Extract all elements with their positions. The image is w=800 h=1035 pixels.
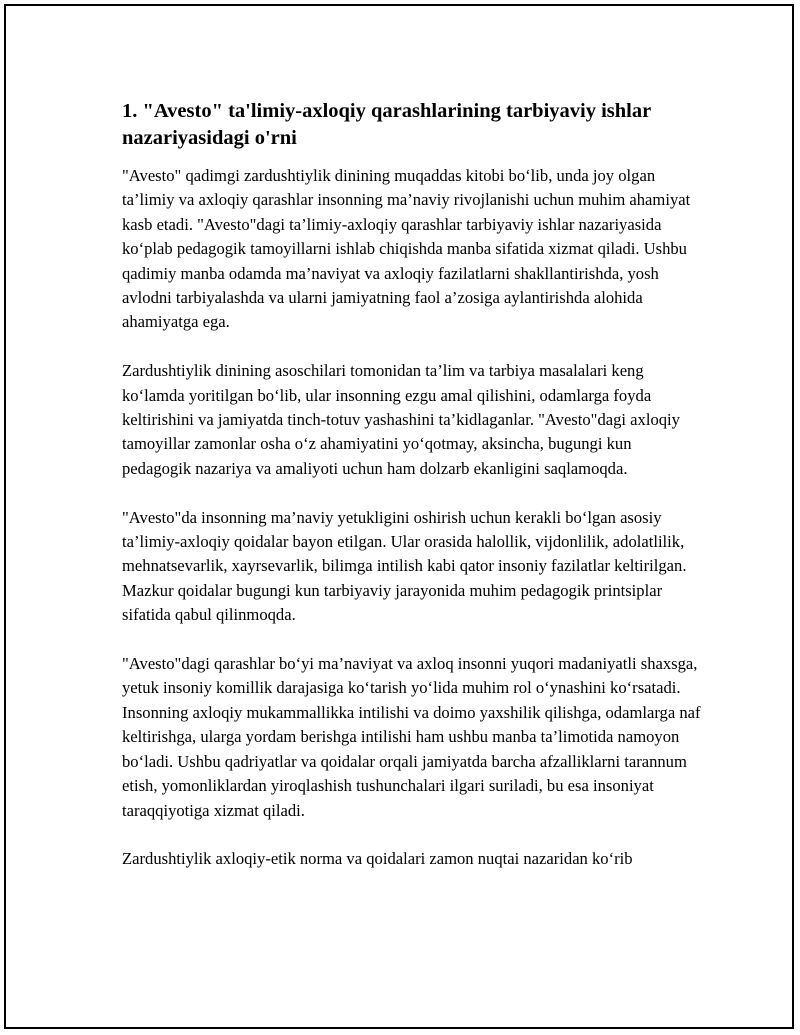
paragraph-1: "Avesto" qadimgi zardushtiylik dinining muqaddas kitobi bo‘lib, unda joy olgan ta’limiy va axloqiy qarashlar insonning ma’naviy rivojlanishi uchun muhim ahamiyat kasb etadi. "Avesto"dagi ta’limiy-axloqiy qarashlar tarbiyaviy ishlar nazariyasida ko‘plab pedagogik tamoyillarni ishlab chiqishda manba sifatida xizmat qiladi. Ushbu qadimiy manba odamda ma’naviyat va axloqiy fazilatlarni shakllantirishda, yosh avlodni tarbiyalashda va ularni jamiyatning faol a’zosiga aylantirishda alohida ahamiyatga ega. — [122, 166, 691, 332]
paragraph-5: Zardushtiylik axloqiy-etik norma va qoidalari zamon nuqtai nazaridan ko‘rib — [122, 849, 633, 869]
page-frame — [4, 4, 794, 1029]
paragraph-3: "Avesto"da insonning ma’naviy yetukligini oshirish uchun kerakli bo‘lgan asosiy ta’limiy-axloqiy qoidalar bayon etilgan. Ular orasida halollik, vijdonlilik, adolatlilik, mehnatsevarlik, xayrsevarlik, bilimga intilish kabi qator insoniy fazilatlar keltirilgan. Mazkur qoidalar bugungi kun tarbiyaviy jarayonida muhim pedagogik printsiplar sifatida qabul qilinmoqda. — [122, 507, 687, 625]
paragraph-4: "Avesto"dagi qarashlar bo‘yi ma’naviyat va axloq insonni yuqori madaniyatli shaxsga, yetuk insoniy komillik darajasiga ko‘tarish yo‘lida muhim rol o‘ynashini ko‘rsatadi. Insonning axloqiy mukammallikka intilishi va doimo yaxshilik qilishga, odamlarga naf keltirishga, ularga yordam berishga intilishi ham ushbu manba ta’limotida namoyon bo‘ladi. Ushbu qadriyatlar va qoidalar orqali jamiyatda barcha afzalliklarni tarannum etish, yomonliklardan yiroqlashish tushunchalari ilgari suriladi, bu esa insoniyat taraqqiyotiga xizmat qiladi. — [122, 654, 701, 820]
document-body — [122, 98, 702, 896]
document-heading: 1. "Avesto" ta'limiy-axloqiy qarashlarining tarbiyaviy ishlar nazariyasidagi o'rni — [122, 100, 651, 149]
paragraph-2: Zardushtiylik dinining asoschilari tomonidan ta’lim va tarbiya masalalari keng ko‘lamda yoritilgan bo‘lib, ular insonning ezgu amal qilishini, odamlarga foyda keltirishini va jamiyatda tinch-totuv yashashini ta’kidlaganlar. "Avesto"dagi axloqiy tamoyillar zamonlar osha o‘z ahamiyatini yo‘qotmay, aksincha, bugungi kun pedagogik nazariya va amaliyoti uchun ham dolzarb ekanligini saqlamoqda. — [122, 361, 680, 478]
